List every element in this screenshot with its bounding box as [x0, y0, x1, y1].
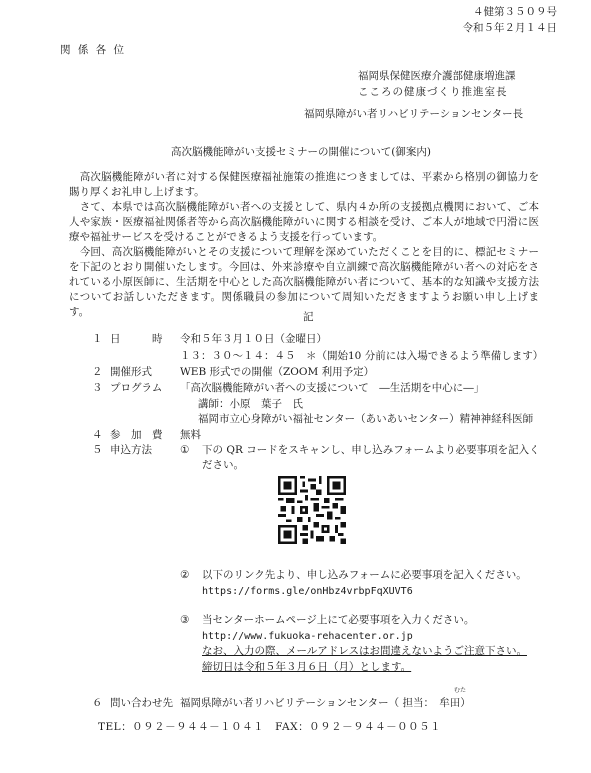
ruby-reading: むた	[454, 687, 467, 694]
form-link[interactable]: https://forms.gle/onHbz4vrbpFqXUVT6	[202, 586, 413, 597]
apply-step-3: 当センターホームページ上にて必要事項を入力ください。	[202, 614, 475, 626]
item-number: ２	[92, 366, 103, 378]
item-number: １	[92, 333, 103, 345]
item-label-format: 開催形式	[110, 366, 152, 378]
body-paragraph: 高次脳機能障がい者に対する保健医療福祉施策の推進につきましては、平素から格別の御協力を賜り厚くお礼申し上げます。	[69, 171, 539, 198]
sender-office: こころの健康づくり推進室長	[358, 86, 508, 98]
item-value-date: 令和５年３月１０日（金曜日）	[180, 333, 327, 345]
deadline-note: 締切日は令和５年３月６日（月）とします。	[202, 661, 412, 673]
body-paragraph: 今回、高次脳機能障がいとその支援について理解を深めていただくことを目的に、標記セミナーを下記のとおり開催いたします。今回は、外来診療や自立訓練で高次脳機能障がい者への対応をされている小原医師に、生活期を中心とした高次脳機能障がい者について、基本的な知識や支援方法についてお話しいただきます。関係職員の参加について周知いただきますようお願い申し上げます。	[69, 246, 539, 318]
item-number: ６	[92, 697, 103, 709]
ki-heading: 記	[303, 311, 314, 323]
lecturer-affiliation: 福岡市立心身障がい福祉センター（あいあいセンター）精神神経科医師	[198, 413, 534, 425]
contact-phone-fax: TEL：０９２－９４４－１０４１ FAX：０９２－９４４－００５１	[98, 721, 442, 733]
apply-step-1-cont: ださい。	[202, 459, 244, 471]
document-date: 令和５年２月１４日	[462, 22, 557, 34]
item-value-fee: 無料	[180, 429, 201, 441]
apply-step-1: 下の QR コードをスキャンし、申し込みフォームより必要事項を記入く	[202, 444, 540, 456]
apply-marker-1: ①	[180, 444, 190, 456]
item-value-program: 「高次脳機能障がい者への支援について ―生活期を中心に―」	[180, 382, 485, 394]
qr-code-image[interactable]	[278, 476, 346, 544]
contact-label: 問い合わせ先	[110, 697, 173, 709]
item-number: ５	[92, 444, 103, 456]
homepage-link[interactable]: http://www.fukuoka-rehacenter.or.jp	[202, 631, 413, 642]
apply-marker-2: ②	[180, 569, 190, 581]
item-value-time: １３：３０～１４：４５ ＊（開始10 分前には入場できるよう準備します）	[180, 350, 544, 362]
item-number: ３	[92, 382, 103, 394]
sender-center: 福岡県障がい者リハビリテーションセンター長	[304, 108, 524, 120]
item-label-date: 日 時	[110, 333, 163, 345]
item-label-fee: 参 加 費	[110, 429, 163, 441]
item-label-program: プログラム	[110, 382, 163, 394]
sender-department: 福岡県保健医療介護部健康増進課	[358, 70, 516, 82]
addressee: 関 係 各 位	[60, 44, 127, 56]
contact-organization: 福岡県障がい者リハビリテーションセンター（ 担当： 牟田）	[180, 697, 471, 709]
item-label-application: 申込方法	[110, 444, 152, 456]
body-paragraph: さて、本県では高次脳機能障がい者への支援として、県内４か所の支援拠点機関において、ご本人や家族・医療福祉関係者等から高次脳機能障がいに関する相談を受け、ご本人が地域で円滑に医療や福祉サービスを受けることができるよう支援を行っています。	[69, 201, 539, 243]
document-title: 高次脳機能障がい支援セミナーの開催について(御案内)	[171, 146, 431, 158]
document-number: ４健第３５０９号	[473, 6, 557, 18]
email-note: なお、入力の際、メールアドレスはお間違えないようご注意下さい。	[202, 645, 527, 657]
item-value-format: WEB 形式での開催（ZOOM 利用予定）	[180, 366, 375, 378]
apply-step-2: 以下のリンク先より、申し込みフォームに必要事項を記入ください。	[202, 569, 527, 581]
item-number: ４	[92, 429, 103, 441]
apply-marker-3: ③	[180, 614, 190, 626]
lecturer-name: 講師：小原 葉子 氏	[198, 398, 303, 410]
